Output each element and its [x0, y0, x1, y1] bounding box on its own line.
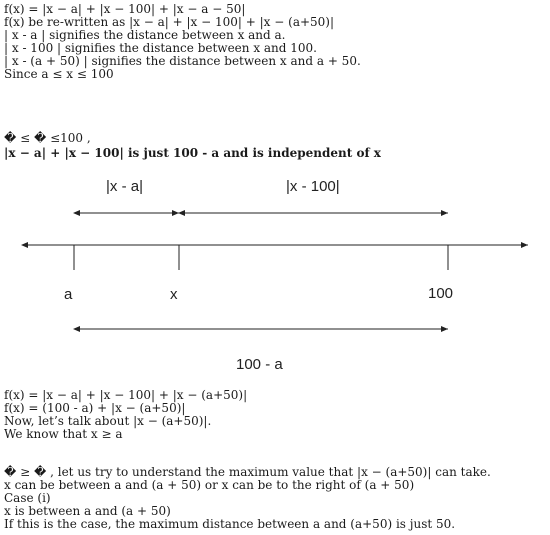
text-line-11: � ≥ � , let us try to understand the maximum value that |x − (a+50)| can take. — [4, 465, 491, 479]
label-100-minus-a: 100 - a — [236, 356, 283, 373]
formula-line-8: f(x) = (100 - a) + |x − (a+50)| — [4, 401, 186, 415]
text-line-10: We know that x ≥ a — [4, 427, 123, 441]
text-line-14: x is between a and (a + 50) — [4, 504, 171, 518]
text-line-13: Case (i) — [4, 491, 51, 505]
tick-label-a: a — [64, 286, 73, 303]
text-line-6: Since a ≤ x ≤ 100 — [4, 67, 114, 81]
text-line-3: | x - a | signifies the distance between x and a. — [4, 28, 286, 42]
formula-line-7: f(x) = |x − a| + |x − 100| + |x − (a+50)| — [4, 388, 248, 402]
label-x-minus-100: |x - 100| — [286, 178, 340, 195]
formula-line-2: f(x) be re-written as |x − a| + |x − 100| + |x − (a+50)| — [4, 15, 335, 29]
formula-line-1: f(x) = |x − a| + |x − 100| + |x − a − 50| — [4, 2, 246, 16]
tick-label-100: 100 — [428, 285, 454, 302]
tick-label-x: x — [170, 286, 178, 303]
independence-statement: |x − a| + |x − 100| is just 100 - a and is independent of x — [4, 146, 381, 160]
text-line-15: If this is the case, the maximum distance between a and (a+50) is just 50. — [4, 517, 456, 531]
text-line-5: | x - (a + 50) | signifies the distance between x and a + 50. — [4, 54, 361, 68]
text-line-12: x can be between a and (a + 50) or x can be to the right of (a + 50) — [4, 478, 415, 492]
text-line-9: Now, let’s talk about |x − (a+50)|. — [4, 414, 212, 428]
garbled-inequality-line: � ≤ � ≤100 , — [4, 131, 91, 145]
text-line-4: | x - 100 | signifies the distance between x and 100. — [4, 41, 317, 55]
label-x-minus-a: |x - a| — [106, 178, 143, 195]
